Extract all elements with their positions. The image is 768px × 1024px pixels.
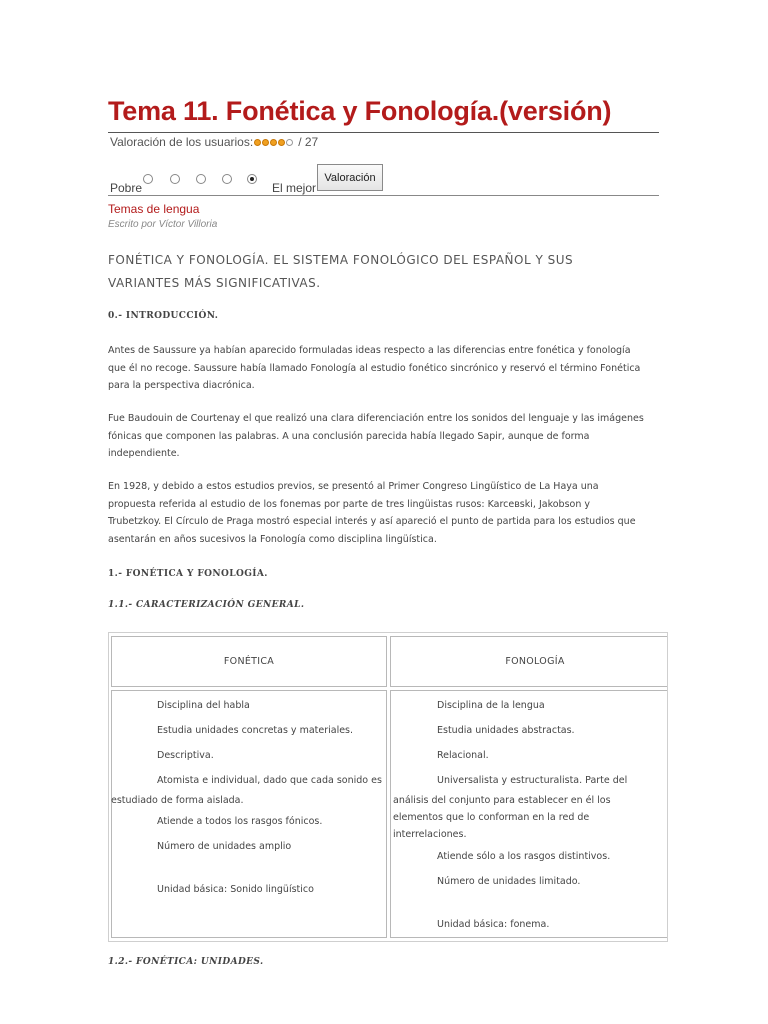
table-cell-line: Estudia unidades concretas y materiales. (157, 725, 354, 736)
heading-line: VARIANTES MÁS SIGNIFICATIVAS. (108, 276, 321, 290)
table-cell-line: Disciplina de la lengua (437, 700, 545, 711)
page-title: Tema 11. Fonética y Fonología.(versión) (108, 96, 612, 126)
vote-radio-2[interactable] (170, 174, 180, 184)
paragraph-line: propuesta referida al estudio de los fonemas por parte de tres lingüistas rusos: Karcевski, Jakobson y (108, 498, 590, 510)
star-empty-icon (286, 139, 293, 146)
paragraph-3 (108, 478, 660, 548)
table-cell-line: Unidad básica: fonema. (437, 919, 550, 930)
table-cell-line: Atiende sólo a los rasgos distintivos. (437, 851, 611, 862)
table-cell-line: elementos que lo conforman en la red de (393, 812, 590, 823)
section-title-1-2: 1.2.- FONÉTICA: UNIDADES. (108, 957, 264, 967)
paragraph-line: En 1928, y debido a estos estudios previos, se presentó al Primer Congreso Lingüístico de La Haya una (108, 481, 599, 492)
star-filled-icon (262, 139, 269, 146)
vote-radio-3[interactable] (196, 174, 206, 184)
paragraph-line: para la perspectiva diacrónica. (108, 380, 255, 391)
paragraph-line: asentarán en años sucesivos la Fonología como disciplina lingüística. (108, 533, 437, 545)
comparison-table (108, 632, 668, 942)
table-cell-line: Disciplina del habla (157, 700, 250, 711)
paragraph-line: independiente. (108, 448, 180, 459)
paragraph-2 (108, 410, 660, 463)
table-header-fonetica: FONÉTICA (111, 636, 387, 687)
vote-form (110, 164, 670, 196)
paragraph-line: fónicas que componen las palabras. A una conclusión parecida había llegado Sapir, aunque de forma (108, 430, 590, 442)
paragraph-1 (108, 342, 660, 395)
paragraph-line: Trubetzkoy. El Círculo de Praga mostró especial interés y así apareció el punto de partida para los estudios que (108, 516, 636, 527)
vote-low-label: Pobre (110, 181, 143, 195)
table-cell-line: Atomista e individual, dado que cada sonido es (157, 775, 382, 786)
category-link[interactable]: Temas de lengua (108, 202, 200, 216)
rating-count: / 27 (298, 135, 319, 149)
paragraph-line: Antes de Saussure ya habían aparecido formuladas ideas respecto a las diferencias entre fonética y fonología (108, 345, 631, 356)
table-cell-line: Descriptiva. (157, 750, 214, 761)
table-cell-line: Unidad básica: Sonido lingüístico (157, 884, 314, 895)
paragraph-line: que él no recoge. Saussure había llamado Fonología al estudio fonético sincrónico y reservó el término Fonética (108, 362, 641, 374)
table-cell-line: Número de unidades amplio (157, 841, 292, 852)
table-cell-fonetica (111, 690, 387, 938)
table-cell-line: estudiado de forma aislada. (111, 795, 244, 806)
table-cell-line: análisis del conjunto para establecer en él los (393, 795, 611, 806)
table-cell-fonologia (390, 690, 668, 938)
table-cell-line: interrelaciones. (393, 829, 467, 840)
vote-radio-4[interactable] (222, 174, 232, 184)
table-cell-line: Universalista y estructuralista. Parte del (437, 775, 628, 786)
vote-divider (108, 195, 659, 196)
section-title-1: 1.- FONÉTICA Y FONOLOGÍA. (108, 569, 268, 579)
table-cell-line: Atiende a todos los rasgos fónicos. (157, 816, 323, 827)
author-line: Escrito por Víctor Villoria (108, 219, 218, 230)
star-filled-icon (254, 139, 261, 146)
paragraph-line: Fue Baudouin de Courtenay el que realizó una clara diferenciación entre los sonidos del lenguaje y las imágenes (108, 413, 644, 424)
rating-stars (254, 139, 294, 146)
vote-radio-5[interactable] (247, 174, 257, 184)
section-title-intro: 0.- INTRODUCCIÓN. (108, 311, 219, 321)
article-heading (108, 249, 648, 295)
heading-line: FONÉTICA Y FONOLOGÍA. EL SISTEMA FONOLÓGICO DEL ESPAÑOL Y SUS (108, 253, 574, 267)
star-filled-icon (270, 139, 277, 146)
title-divider (108, 132, 659, 133)
table-header-fonologia: FONOLOGÍA (390, 636, 668, 687)
table-cell-line: Relacional. (437, 750, 489, 761)
section-title-1-1: 1.1.- CARACTERIZACIÓN GENERAL. (108, 600, 305, 610)
user-rating (110, 135, 318, 149)
table-cell-line: Número de unidades limitado. (437, 876, 581, 887)
star-filled-icon (278, 139, 285, 146)
table-cell-line: Estudia unidades abstractas. (437, 725, 575, 736)
vote-high-label: El mejor (272, 181, 317, 195)
vote-radio-1[interactable] (143, 174, 153, 184)
vote-button[interactable]: Valoración (317, 164, 383, 191)
rating-label: Valoración de los usuarios: (110, 135, 254, 149)
